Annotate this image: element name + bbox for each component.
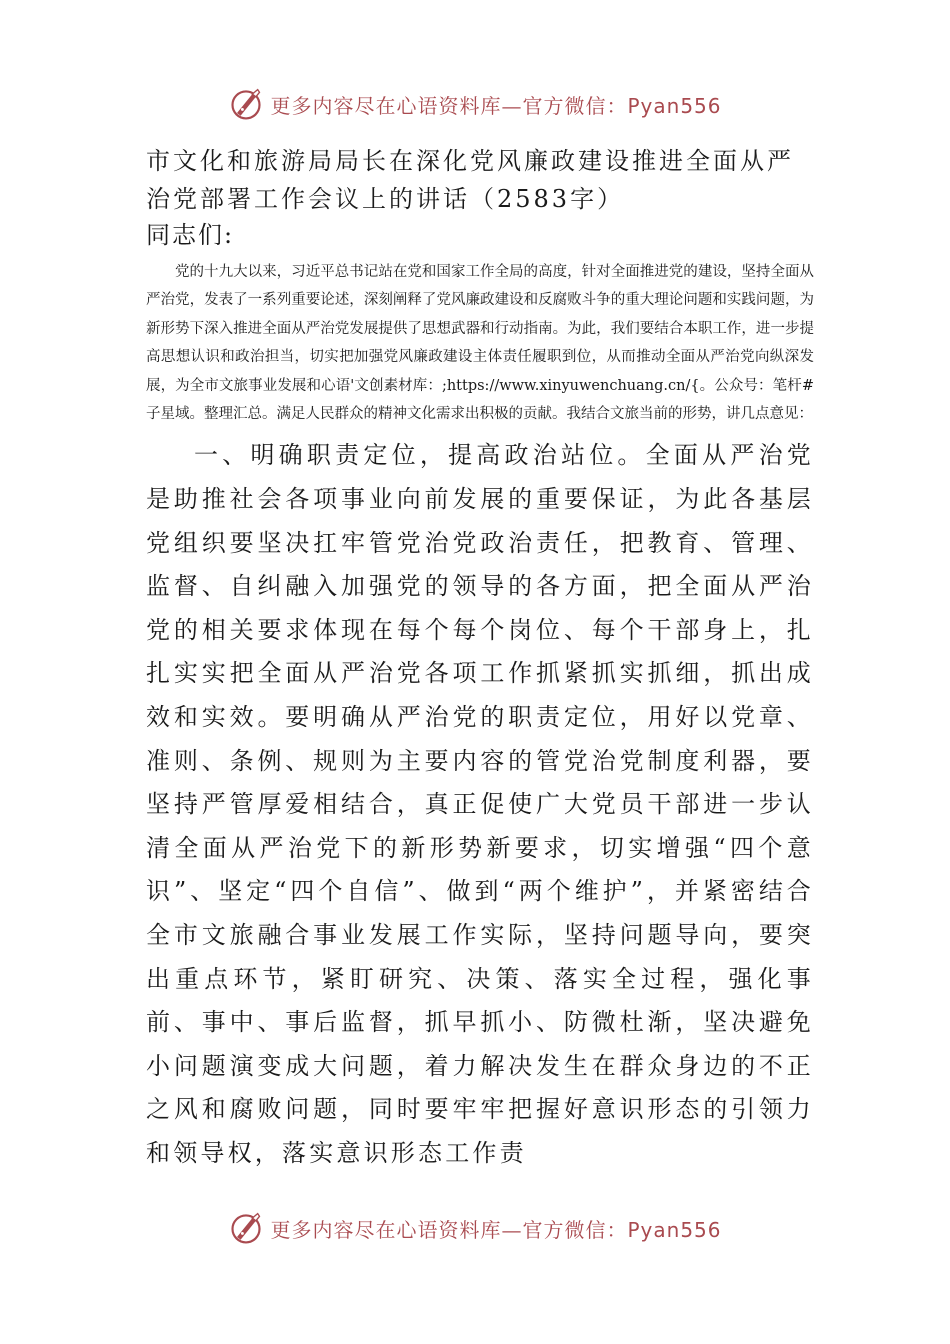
header-watermark-banner (0, 86, 950, 122)
footer-watermark-banner (0, 1210, 950, 1246)
pen-nib-circle-icon (228, 86, 264, 122)
greeting: 同志们: (146, 221, 235, 249)
document-body (146, 142, 814, 1176)
banner-wechat-id: Pyan556 (627, 1217, 722, 1242)
banner-official-label: 官方微信： (522, 1217, 628, 1242)
pen-nib-circle-icon (228, 1210, 264, 1246)
banner-site-name: 更多内容尽在心语资料库 (270, 93, 502, 118)
banner-site-name: 更多内容尽在心语资料库 (270, 1217, 502, 1242)
body-paragraph: 一、明确职责定位，提高政治站位。全面从严治党是助推社会各项事业向前发展的重要保证，为此各基层党组织要坚决扛牢管党治党政治责任，把教育、管理、监督、自纠融入加强党的领导的各方面，把全面从严治党的相关要求体现在每个每个岗位、每个干部身上，扎扎实实把全面从严治党各项工作抓紧抓实抓细，抓出成效和实效。要明确从严治党的职责定位，用好以党章、准则、条例、规则为主要内容的管党治党制度利器，要坚持严管厚爱相结合，真正促使广大党员干部进一步认清全面从严治党下的新形势新要求，切实增强“四个意识”、坚定“四个自信”、做到“两个维护”，并紧密结合全市文旅融合事业发展工作实际，坚持问题导向，要突出重点环节，紧盯研究、决策、落实全过程，强化事前、事中、事后监督，抓早抓小、防微杜渐，坚决避免小问题演变成大问题，着力解决发生在群众身边的不正之风和腐败问题，同时要牢牢把握好意识形态的引领力和领导权，落实意识形态工作责 (146, 441, 814, 1167)
document-title: 市文化和旅游局局长在深化党风廉政建设推进全面从严治党部署工作会议上的讲话（2583字） (146, 147, 794, 213)
banner-text (270, 90, 721, 119)
banner-separator: — (501, 1217, 523, 1242)
intro-paragraph: 党的十九大以来，习近平总书记站在党和国家工作全局的高度，针对全面推进党的建设，坚持全面从严治党，发表了一系列重要论述，深刻阐释了党风廉政建设和反腐败斗争的重大理论问题和实践问题，为新形势下深入推进全面从严治党发展提供了思想武器和行动指南。为此，我们要结合本职工作，进一步提高思想认识和政治担当，切实把加强党风廉政建设主体责任履职到位，从而推动全面从严治党向纵深发展，为全市文旅事业发展和心语'文创素材库：;https://www.xinyuwenchuang.cn/{。公众号：笔杆#子星域。整理汇总。满足人民群众的精神文化需求出积极的贡献。我结合文旅当前的形势，讲几点意见： (146, 264, 814, 423)
banner-text (270, 1214, 721, 1243)
banner-official-label: 官方微信： (522, 93, 628, 118)
banner-separator: — (501, 93, 523, 118)
banner-wechat-id: Pyan556 (627, 93, 722, 118)
